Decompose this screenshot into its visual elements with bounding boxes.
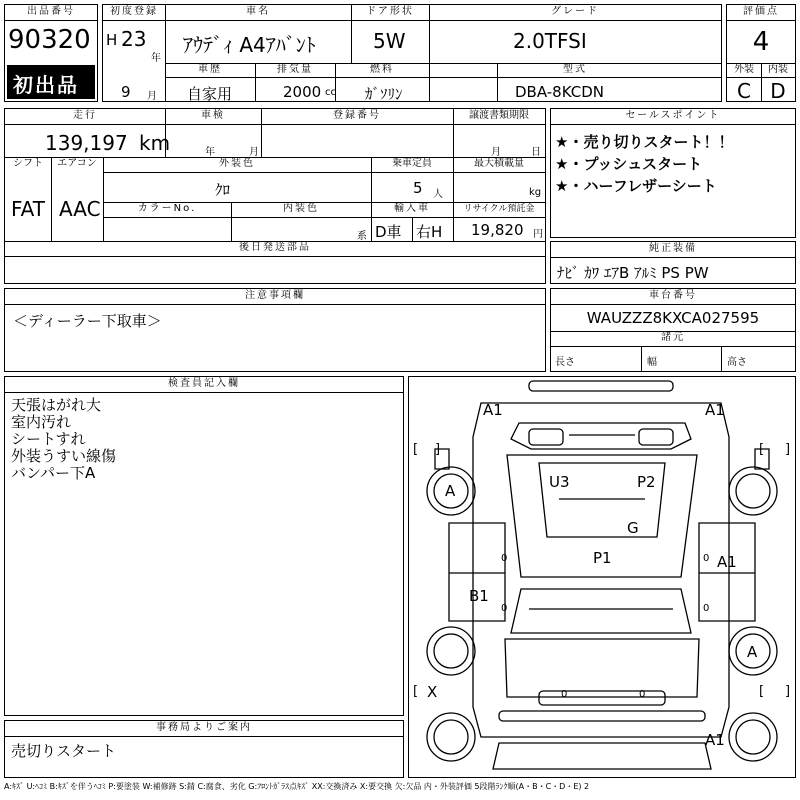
sales-point-2: ★・プッシュスタート (555, 155, 703, 173)
mark-b1: B1 (469, 587, 489, 605)
fuel-label: 燃料 (370, 64, 394, 75)
svg-text:]: ] (785, 442, 791, 457)
mark-zero-right: 0 (703, 553, 710, 564)
lot-number: 90320 (8, 25, 91, 55)
import-drive: D車 (375, 223, 402, 241)
mark-zero-rear-left: 0 (561, 689, 568, 700)
reg-no-label: 登録番号 (333, 110, 381, 121)
door-value: 5W (373, 29, 406, 53)
ext-color-label: 外装色 (219, 158, 255, 169)
dim-height-label: 高さ (727, 357, 747, 368)
exterior-label: 外装 (734, 64, 754, 75)
interior-grade: D (770, 79, 786, 103)
shift-value: FAT (11, 197, 46, 221)
history-label: 車歴 (198, 64, 222, 75)
equipment-value: ﾅﾋﾞ ｶﾜ ｴｱB ｱﾙﾐ PS PW (557, 264, 709, 282)
mileage-value: 139,197 (45, 131, 128, 155)
inspector-line: 室内汚れ (11, 413, 72, 431)
car-diagram (409, 377, 795, 777)
displacement-value: 2000 (283, 83, 322, 101)
sales-points-box (550, 108, 796, 238)
inspection-label: 車検 (201, 110, 225, 121)
post-parts-label: 後日発送部品 (239, 242, 311, 253)
inspector-line: 天張はがれ大 (11, 396, 102, 414)
grade-label: グレード (551, 6, 599, 17)
notes-box (4, 288, 546, 372)
equipment-box (550, 241, 796, 284)
capacity-label: 乗車定員 (392, 158, 432, 169)
svg-text:[: [ (759, 684, 765, 699)
displacement-label: 排気量 (277, 64, 313, 75)
inspection-month: 月 (249, 147, 259, 158)
inspector-line: 外装うすい線傷 (11, 447, 117, 465)
svg-text:[: [ (759, 442, 765, 457)
ac-value: AAC (59, 197, 101, 221)
office-value: 売切りスタート (11, 742, 117, 760)
sales-point-3: ★・ハーフレザーシート (555, 177, 717, 195)
int-color-label: 内装色 (283, 203, 319, 214)
chassis-label: 車台番号 (649, 290, 697, 301)
recycle-value: 19,820 (471, 221, 524, 239)
reg-month: 9 (121, 83, 131, 101)
first-reg-label: 初度登録 (110, 6, 158, 17)
mark-zero-right-rear: 0 (703, 603, 710, 614)
mark-a1-right-door: A1 (717, 553, 737, 571)
door-label: ドア形状 (366, 6, 414, 17)
score-value: 4 (752, 27, 770, 57)
notes-value: ＜ディーラー下取車＞ (13, 312, 162, 330)
capacity-value: 5 (413, 179, 423, 197)
max-load-label: 最大積載量 (474, 158, 524, 169)
dim-width-label: 幅 (647, 357, 657, 368)
sales-point-1: ★・売り切りスタート！！ (555, 133, 734, 151)
legend: A:ｷｽﾞ U:ﾍｺﾐ B:ｷｽﾞを伴うﾍｺﾐ P:要塗装 W:補修跡 S:錆 C:腐食、劣化 G:ﾌﾛﾝﾄｶﾞﾗｽ点ｷｽﾞ XX:交換済み X:要交換 欠:欠品 内・外装評価 5段階ﾗﾝｸ順(A・B・C・D・E) 2 (4, 782, 590, 791)
mark-p1: P1 (593, 549, 612, 567)
color-no-label: カラーNo. (137, 203, 197, 214)
sales-points-label: セールスポイント (625, 110, 721, 121)
history-value: 自家用 (187, 85, 233, 103)
transfer-month: 月 (491, 147, 501, 158)
mark-p2: P2 (637, 473, 656, 491)
era: H (106, 31, 118, 49)
grade-value: 2.0TFSI (513, 29, 587, 53)
mark-a1-rear: A1 (705, 731, 725, 749)
mark-zero-rear-right: 0 (639, 689, 646, 700)
mileage-label: 走行 (73, 110, 97, 121)
inspection-year: 年 (205, 147, 215, 158)
first-listing-text: 初出品 (13, 73, 79, 97)
import-handle: 右H (416, 223, 443, 241)
mark-a1-front-right: A1 (705, 401, 725, 419)
ext-color-value: ｸﾛ (215, 181, 231, 199)
import-label: 輸入車 (394, 203, 430, 214)
inspector-line: バンパー下A (11, 464, 96, 482)
mark-x: X (427, 683, 438, 701)
model-value: DBA-8KCDN (515, 83, 604, 101)
capacity-unit: 人 (433, 189, 443, 200)
svg-text:]: ] (435, 442, 441, 457)
mark-u3: U3 (549, 473, 570, 491)
svg-text:[: [ (413, 684, 419, 699)
ac-label: エアコン (57, 158, 97, 169)
chassis-value: WAUZZZ8KXCA027595 (586, 309, 760, 327)
equipment-label: 純正装備 (649, 243, 697, 254)
mark-a-right-rear-wheel: A (747, 643, 758, 661)
svg-text:]: ] (785, 684, 791, 699)
notes-label: 注意事項欄 (245, 290, 305, 301)
chassis-box (550, 288, 796, 372)
month-unit: 月 (147, 91, 157, 102)
office-box (4, 720, 404, 778)
mark-g: G (627, 519, 639, 537)
inspector-label: 検査員記入欄 (168, 378, 240, 389)
car-name: ｱｳﾃﾞｨ A4ｱﾊﾞﾝﾄ (183, 33, 316, 57)
inspector-line: シートすれ (11, 430, 86, 448)
svg-text:[: [ (413, 442, 419, 457)
fuel-value: ｶﾞｿﾘﾝ (365, 85, 403, 103)
dims-label: 諸元 (661, 332, 685, 343)
transfer-label: 譲渡書類期限 (469, 110, 529, 121)
dim-length-label: 長さ (555, 357, 575, 368)
exterior-grade: C (737, 79, 751, 103)
transfer-day: 日 (531, 147, 541, 158)
mark-a-left-front-wheel: A (445, 482, 456, 500)
recycle-unit: 円 (533, 229, 543, 240)
year-unit: 年 (151, 53, 161, 64)
lot-label: 出品番号 (27, 6, 75, 17)
mark-zero-left-rear: 0 (501, 603, 508, 614)
displacement-unit: cc (325, 87, 336, 98)
mark-a1-front-left: A1 (483, 401, 503, 419)
recycle-label: リサイクル預託金 (463, 204, 535, 214)
model-label: 型式 (563, 64, 587, 75)
header-grid (102, 4, 722, 102)
mileage-unit: km (139, 131, 171, 155)
score-box (726, 4, 796, 102)
car-name-label: 車名 (246, 6, 270, 17)
int-color-unit: 系 (357, 231, 367, 242)
reg-year: 23 (121, 27, 147, 51)
inspector-box (4, 376, 404, 716)
score-label: 評価点 (743, 6, 779, 17)
damage-diagram (408, 376, 796, 778)
lot-box (4, 4, 98, 102)
shift-label: シフト (13, 158, 43, 169)
interior-label: 内装 (768, 64, 788, 75)
mark-zero-left: 0 (501, 553, 508, 564)
vehicle-info-grid (4, 108, 546, 284)
office-label: 事務局よりご案内 (156, 722, 252, 733)
max-load-unit: kg (529, 187, 542, 198)
